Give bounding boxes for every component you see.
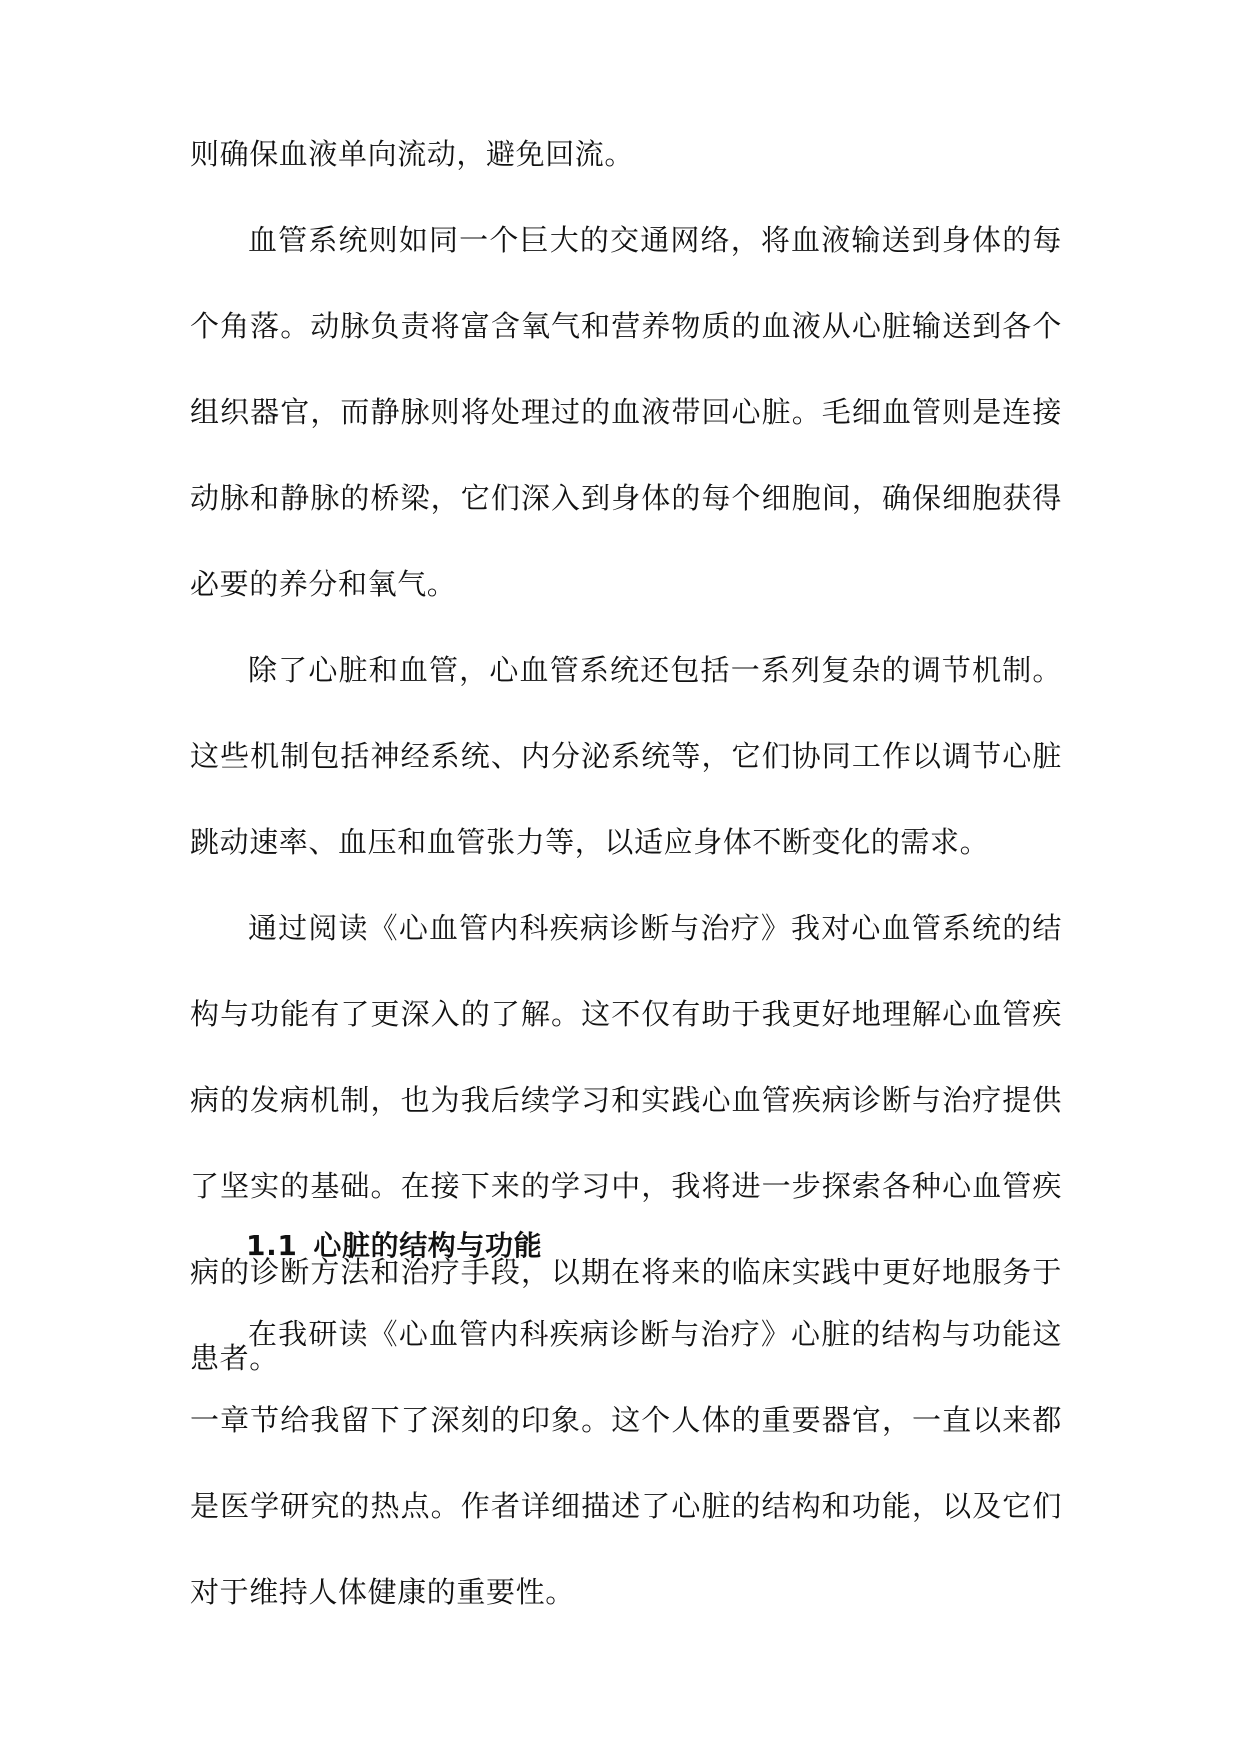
paragraph-regulation: 除了心脏和血管，心血管系统还包括一系列复杂的调节机制。这些机制包括神经系统、内分泌系统等，它们协同工作以调节心脏跳动速率、血压和血管张力等，以适应身体不断变化的需求。 bbox=[190, 653, 1062, 859]
paragraph-blood-vessels: 血管系统则如同一个巨大的交通网络，将血液输送到身体的每个角落。动脉负责将富含氧气和营养物质的血液从心脏输送到各个组织器官，而静脉则将处理过的血液带回心脏。毛细血管则是连接动脉和静脉的桥梁，它们深入到身体的每个细胞间，确保细胞获得必要的养分和氧气。 bbox=[190, 223, 1062, 601]
paragraph-heart-intro: 在我研读《心血管内科疾病诊断与治疗》心脏的结构与功能这一章节给我留下了深刻的印象。这个人体的重要器官，一直以来都是医学研究的热点。作者详细描述了心脏的结构和功能，以及它们对于维持人体健康的重要性。 bbox=[190, 1317, 1062, 1609]
body-text-upper bbox=[190, 111, 1062, 1401]
paragraph-continuation: 则确保血液单向流动，避免回流。 bbox=[190, 137, 635, 171]
body-text-lower bbox=[190, 1291, 1062, 1635]
paragraph-reading-summary: 通过阅读《心血管内科疾病诊断与治疗》我对心血管系统的结构与功能有了更深入的了解。这不仅有助于我更好地理解心血管疾病的发病机制，也为我后续学习和实践心血管疾病诊断与治疗提供了坚实的基础。在接下来的学习中，我将进一步探索各种心血管疾病的诊断方法和治疗手段，以期在将来的临床实践中更好地服务于患者。 bbox=[190, 911, 1062, 1375]
section-heading bbox=[246, 1226, 542, 1266]
section-number: 1.1 bbox=[246, 1229, 298, 1262]
section-title: 心脏的结构与功能 bbox=[313, 1229, 543, 1262]
